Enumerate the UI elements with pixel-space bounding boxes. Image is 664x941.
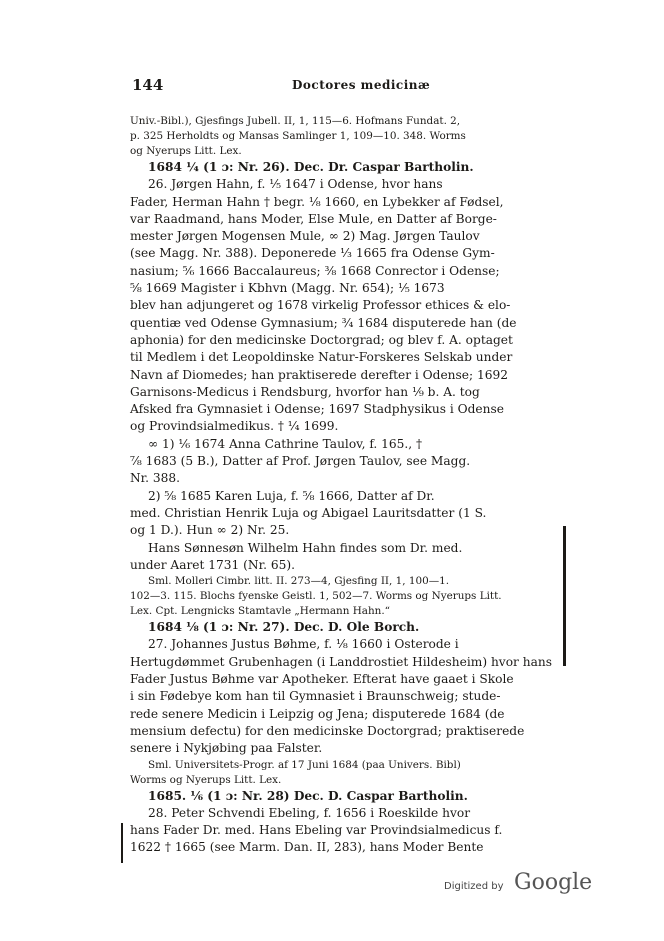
text-line: Hans Sønnesøn Wilhelm Hahn findes som Dr. med. — [148, 540, 463, 555]
text-line: til Medlem i det Leopoldinske Natur-Forskeres Selskab under — [130, 350, 513, 365]
text-line: Fader Justus Bøhme var Apotheker. Efterat have gaaet i Skole — [130, 672, 514, 687]
text-line: blev han adjungeret og 1678 virkelig Professor ethices & elo- — [130, 298, 511, 313]
text-line: Lex. Cpt. Lengnicks Stamtavle „Hermann Hahn.“ — [130, 605, 390, 618]
text-line: senere i Nykjøbing paa Falster. — [130, 741, 323, 756]
page-number: 144 — [132, 76, 164, 94]
watermark-prefix: Digitized by — [444, 881, 504, 892]
text-line: Sml. Universitets-Progr. af 17 Juni 1684 (paa Univers. Bibl) — [148, 758, 461, 771]
text-line: og Nyerups Litt. Lex. — [130, 145, 242, 157]
text-line: mester Jørgen Mogensen Mule, ∞ 2) Mag. Jørgen Taulov — [130, 229, 480, 244]
text-block — [128, 114, 568, 857]
running-title: Doctores medicinæ — [292, 78, 431, 92]
text-line: Worms og Nyerups Litt. Lex. — [130, 773, 282, 786]
text-line: 1685. ⅙ (1 ɔ: Nr. 28) Dec. D. Caspar Bartholin. — [148, 788, 468, 803]
margin-mark — [563, 526, 566, 666]
text-line: i sin Fødebye kom han til Gymnasiet i Braunschweig; stude- — [130, 689, 501, 704]
text-line: 26. Jørgen Hahn, f. ⅕ 1647 i Odense, hvor hans — [148, 177, 443, 192]
text-line: ⅞ 1683 (5 B.), Datter af Prof. Jørgen Taulov, see Magg. — [130, 454, 471, 469]
text-line: Garnisons-Medicus i Rendsburg, hvorfor han ⅑ b. A. tog — [130, 384, 480, 399]
text-line: var Raadmand, hans Moder, Else Mule, en Datter af Borge- — [130, 211, 497, 226]
text-line: 1684 ⅛ (1 ɔ: Nr. 27). Dec. D. Ole Borch. — [148, 620, 420, 635]
text-line: Fader, Herman Hahn † begr. ⅛ 1660, en Lybekker af Fødsel, — [130, 194, 504, 209]
text-line: 1684 ¼ (1 ɔ: Nr. 26). Dec. Dr. Caspar Bartholin. — [148, 160, 474, 174]
text-line: 2) ⅝ 1685 Karen Luja, f. ⅝ 1666, Datter af Dr. — [148, 488, 435, 503]
text-line: under Aaret 1731 (Nr. 65). — [130, 557, 295, 572]
text-line: hans Fader Dr. med. Hans Ebeling var Provindsialmedicus f. — [130, 823, 503, 838]
text-line: p. 325 Herholdts og Mansas Samlinger 1, 109—10. 348. Worms — [130, 130, 466, 142]
text-line: 28. Peter Schvendi Ebeling, f. 1656 i Roeskilde hvor — [148, 805, 471, 820]
text-line: Hertugdømmet Grubenhagen (i Landdrostiet Hildesheim) hvor hans — [130, 654, 552, 669]
text-line: aphonia) for den medicinske Doctorgrad; og blev f. A. optaget — [130, 332, 513, 347]
text-line: Sml. Molleri Cimbr. litt. II. 273—4, Gjesfing II, 1, 100—1. — [148, 575, 449, 588]
google-logo: Google — [514, 870, 593, 895]
text-line: ⅝ 1669 Magister i Kbhvn (Magg. Nr. 654); ⅕ 1673 — [130, 281, 445, 296]
text-line: Nr. 388. — [130, 471, 181, 486]
text-line: 1622 † 1665 (see Marm. Dan. II, 283), hans Moder Bente — [130, 840, 484, 855]
text-line: (see Magg. Nr. 388). Deponerede ⅓ 1665 fra Odense Gym- — [130, 246, 495, 261]
text-line: ∞ 1) ⅙ 1674 Anna Cathrine Taulov, f. 165., † — [148, 436, 423, 451]
text-line: Univ.-Bibl.), Gjesfings Jubell. II, 1, 115—6. Hofmans Fundat. 2, — [130, 115, 461, 127]
text-line: quentiæ ved Odense Gymnasium; ¾ 1684 disputerede han (de — [130, 315, 517, 330]
text-line: 27. Johannes Justus Bøhme, f. ⅛ 1660 i Osterode i — [148, 637, 459, 652]
digitized-watermark — [444, 870, 594, 898]
text-line: og 1 D.). Hun ∞ 2) Nr. 25. — [130, 523, 290, 538]
text-line: nasium; ⅚ 1666 Baccalaureus; ⅜ 1668 Conrector i Odense; — [130, 263, 500, 278]
text-line: Afsked fra Gymnasiet i Odense; 1697 Stadphysikus i Odense — [130, 402, 504, 417]
text-line: rede senere Medicin i Leipzig og Jena; disputerede 1684 (de — [130, 706, 505, 721]
text-line: Navn af Diomedes; han praktiserede derefter i Odense; 1692 — [130, 367, 508, 382]
text-line: mensium defectu) for den medicinske Doctorgrad; praktiserede — [130, 723, 525, 738]
text-line: med. Christian Henrik Luja og Abigael Lauritsdatter (1 S. — [130, 505, 487, 520]
text-line: 102—3. 115. Blochs fyenske Geistl. 1, 502—7. Worms og Nyerups Litt. — [130, 590, 502, 603]
text-line: og Provindsialmedikus. † ¼ 1699. — [130, 419, 339, 434]
running-header — [132, 76, 562, 96]
margin-mark-left — [121, 823, 123, 863]
